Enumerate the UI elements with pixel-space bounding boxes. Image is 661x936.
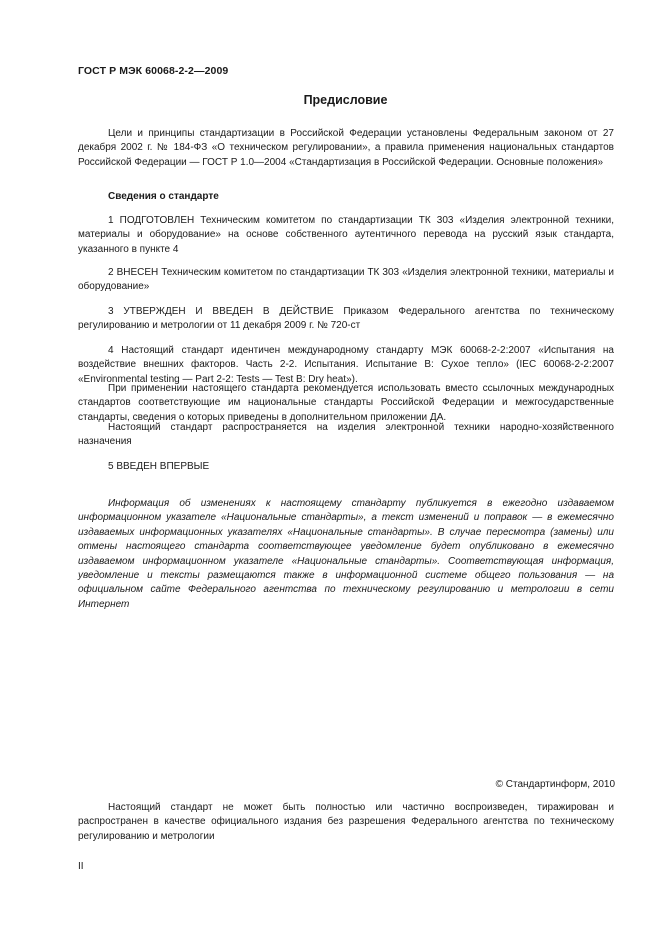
item-4-reference-note: При применении настоящего стандарта рекомендуется использовать вместо ссылочных международных стандартов соответствующие им национальные стандарты Российской Федерации и межгосударственные стандарты, сведения о которых приведены в дополнительном приложении ДА.: [78, 383, 614, 423]
copyright-line: © Стандартинформ, 2010: [495, 779, 615, 790]
page-number: II: [78, 861, 84, 872]
item-4-identical: 4 Настоящий стандарт идентичен международному стандарту МЭК 60068-2-2:2007 «Испытания на воздействие внешних факторов. Часть 2-2. Испытания. Испытание В: Сухое тепло» (IEC 60068-2-2:2007 «Environmental testing — Part 2-2: Tests — Test B: Dry heat»).: [78, 345, 614, 385]
about-heading: Сведения о стандарте: [108, 191, 219, 202]
item-1-prepared: 1 ПОДГОТОВЛЕН Техническим комитетом по стандартизации ТК 303 «Изделия электронной техники, материалы и оборудование» на основе собственного аутентичного перевода на русский язык стандарта, указанного в пункте 4: [78, 215, 614, 255]
document-header: ГОСТ Р МЭК 60068-2-2—2009: [78, 65, 229, 77]
changes-information-notice: Информация об изменениях к настоящему стандарту публикуется в ежегодно издаваемом информационном указателе «Национальные стандарты», а текст изменений и поправок — в ежемесячно издаваемых информационных указателях «Национальные стандарты». В случае пересмотра (замены) или отмены настоящего стандарта соответствующее уведомление будет опубликовано в ежемесячно издаваемом информационном указателе «Национальные стандарты». Соответствующая информация, уведомление и тексты размещаются также в информационной системе общего пользования — на официальном сайте Федерального агентства по техническому регулированию и метрологии в сети Интернет: [78, 498, 614, 610]
item-4-scope: Настоящий стандарт распространяется на изделия электронной техники народно-хозяйственного назначения: [78, 422, 614, 448]
item-5-first-introduced: 5 ВВЕДЕН ВПЕРВЫЕ: [108, 461, 210, 472]
intro-paragraph: Цели и принципы стандартизации в Российской Федерации установлены Федеральным законом от 27 декабря 2002 г. № 184-ФЗ «О техническом регулировании», а правила применения национальных стандартов Российской Федерации — ГОСТ Р 1.0—2004 «Стандартизация в Российской Федерации. Основные положения»: [78, 128, 614, 168]
page-title: Предисловие: [303, 93, 388, 107]
reproduction-notice: Настоящий стандарт не может быть полностью или частично воспроизведен, тиражирован и распространен в качестве официального издания без разрешения Федерального агентства по техническому регулированию и метрологии: [78, 802, 614, 842]
item-2-introduced: 2 ВНЕСЕН Техническим комитетом по стандартизации ТК 303 «Изделия электронной техники, материалы и оборудование»: [78, 267, 614, 293]
item-3-approved: 3 УТВЕРЖДЕН И ВВЕДЕН В ДЕЙСТВИЕ Приказом Федерального агентства по техническому регулированию и метрологии от 11 декабря 2009 г. № 720-ст: [78, 306, 614, 332]
